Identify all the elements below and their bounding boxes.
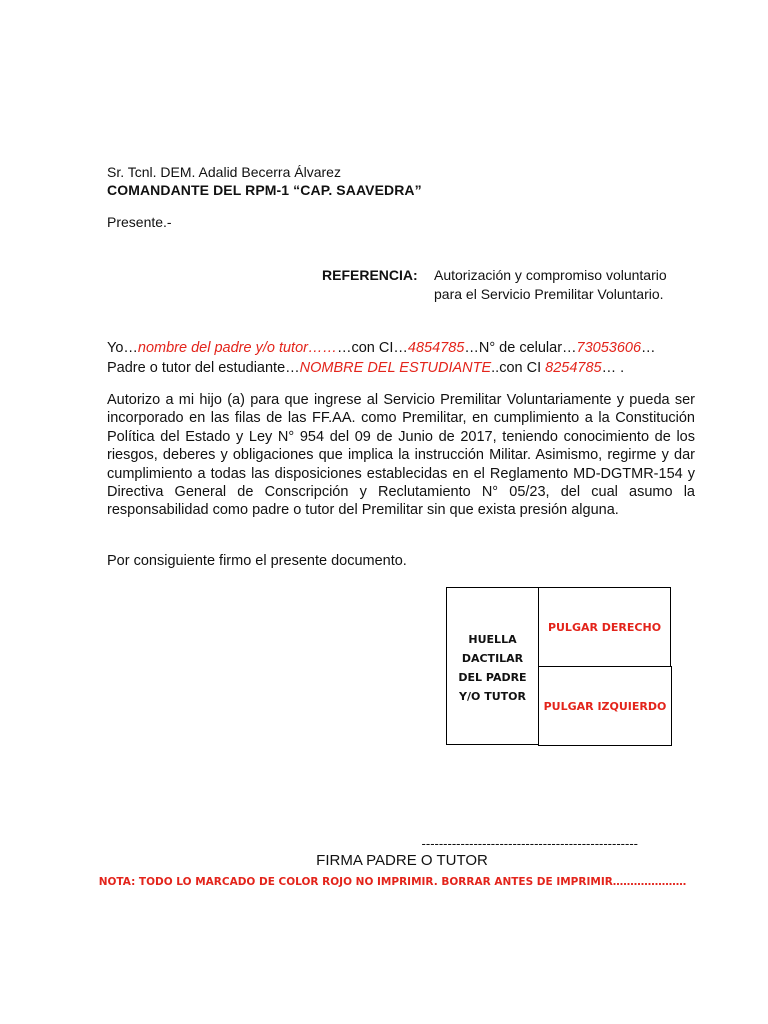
fingerprint-label-line-3: DEL PADRE: [458, 671, 527, 684]
signature-line: --------------------------------------------------: [421, 836, 638, 851]
reference-line-2: para el Servicio Premilitar Voluntario.: [434, 286, 664, 302]
parent-name-field: nombre del padre y/o tutor……: [137, 340, 337, 356]
red-note: NOTA: TODO LO MARCADO DE COLOR ROJO NO IMPRIMIR. BORRAR ANTES DE IMPRIMIR…………………: [98, 876, 687, 888]
closing-sentence: Por consiguiente firmo el presente documento.: [107, 553, 407, 569]
student-ci-field: 8254785: [545, 360, 602, 376]
fingerprint-label-line-1: HUELLA: [468, 633, 517, 646]
reference-line-1: Autorización y compromiso voluntario: [434, 267, 667, 283]
phone-label: …N° de celular…: [464, 340, 577, 356]
student-end: … .: [601, 360, 625, 376]
phone-end: …: [641, 340, 656, 356]
greeting: Presente.-: [107, 214, 172, 230]
left-thumb-cell: [538, 666, 672, 746]
phone-field: 73053606: [576, 340, 642, 356]
declaration-yo: Yo…: [107, 340, 138, 356]
declaration-block: [107, 338, 656, 378]
parent-ci-field: 4854785: [407, 340, 465, 356]
recipient-title: COMANDANTE DEL RPM-1 “CAP. SAAVEDRA”: [107, 182, 422, 198]
student-name-field: NOMBRE DEL ESTUDIANTE: [299, 360, 492, 376]
right-thumb-cell: [538, 587, 671, 667]
reference-label: REFERENCIA:: [322, 267, 418, 283]
ci-label: …con CI…: [336, 340, 408, 356]
fingerprint-label-cell: [446, 587, 539, 745]
fingerprint-label: [447, 630, 538, 706]
student-label: Padre o tutor del estudiante…: [107, 360, 300, 376]
declaration-line-1: [107, 338, 656, 358]
signature-label: FIRMA PADRE O TUTOR: [316, 852, 488, 869]
fingerprint-table: [446, 587, 671, 746]
reference-block: [322, 266, 667, 304]
fingerprint-label-line-4: Y/O TUTOR: [459, 690, 526, 703]
recipient-name: Sr. Tcnl. DEM. Adalid Becerra Álvarez: [107, 164, 341, 180]
declaration-line-2: [107, 358, 656, 378]
left-thumb-label: PULGAR IZQUIERDO: [543, 699, 667, 713]
fingerprint-label-line-2: DACTILAR: [461, 652, 524, 665]
authorization-paragraph: Autorizo a mi hijo (a) para que ingrese al Servicio Premilitar Voluntariamente y pueda ser incorporado en las filas de las FF.AA. como Premilitar, en cumplimiento a la Constitución Política del Estado y Ley N° 954 del 09 de Junio de 2017, teniendo conocimiento de los riesgos, deberes y obligaciones que implica la instrucción Militar. Asimismo, regirme y dar cumplimiento a todas las disposiciones establecidas en el Reglamento MD-DGTMR-154 y Directiva General de Conscripción y Reclutamiento N° 05/23, del cual asumo la responsabilidad como padre o tutor del Premilitar sin que exista presión alguna.: [107, 392, 695, 519]
student-ci-label: ..con CI: [491, 360, 546, 376]
reference-text: [434, 266, 667, 304]
right-thumb-label: PULGAR DERECHO: [547, 620, 662, 634]
recipient-block: [107, 163, 422, 199]
